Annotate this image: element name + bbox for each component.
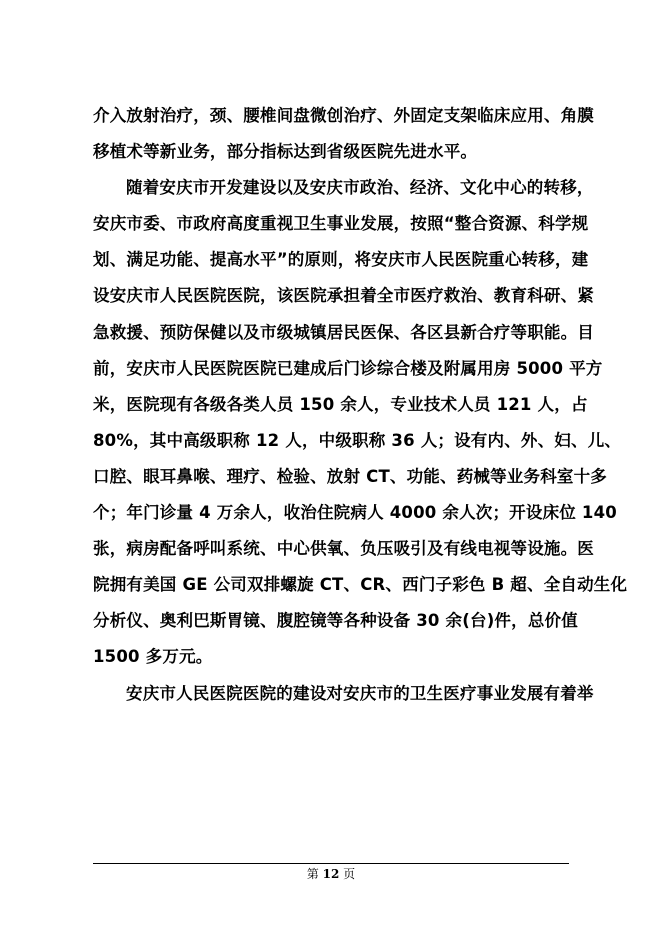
page-label-suffix: 页: [343, 867, 356, 881]
paragraph-start-line: 随着安庆市开发建设以及安庆市政治、经济、文化中心的转移，: [126, 178, 594, 198]
text-line: 个；年门诊量 4 万余人，收治住院病人 4000 余人次；开设床位 140: [93, 503, 617, 523]
paragraph-start-line: 安庆市人民医院医院的建设对安庆市的卫生医疗事业发展有着举: [126, 683, 594, 703]
page-number: 12: [322, 867, 340, 881]
text-line: 口腔、眼耳鼻喉、理疗、检验、放射 CT、功能、药械等业务科室十多: [93, 466, 608, 486]
text-line: 院拥有美国 GE 公司双排螺旋 CT、CR、西门子彩色 B 超、全自动生化: [93, 575, 628, 595]
text-line: 前，安庆市人民医院医院已建成后门诊综合楼及附属用房 5000 平方: [93, 358, 603, 378]
footer-divider: [93, 863, 569, 864]
text-line: 急救援、预防保健以及市级城镇居民医保、各区县新合疗等职能。目: [93, 322, 594, 342]
page-label-prefix: 第: [306, 867, 319, 881]
text-line: 张，病房配备呼叫系统、中心供氧、负压吸引及有线电视等设施。医: [93, 539, 594, 559]
text-line: 米，医院现有各级各类人员 150 余人，专业技术人员 121 人，占: [93, 394, 588, 414]
text-line: 1500 多万元。: [93, 647, 213, 667]
page-footer: [0, 866, 662, 882]
text-line: 移植术等新业务，部分指标达到省级医院先进水平。: [93, 142, 478, 162]
text-line: 划、满足功能、提高水平”的原则，将安庆市人民医院重心转移，建: [93, 250, 589, 270]
text-line: 介入放射治疗，颈、腰椎间盘微创治疗、外固定支架临床应用、角膜: [93, 106, 594, 125]
body-text: [93, 98, 628, 712]
text-line: 安庆市委、市政府高度重视卫生事业发展，按照“整合资源、科学规: [93, 214, 589, 234]
text-line: 设安庆市人民医院医院，该医院承担着全市医疗救治、教育科研、紧: [93, 286, 594, 306]
text-line: 80%，其中高级职称 12 人，中级职称 36 人；设有内、外、妇、儿、: [93, 430, 622, 450]
text-line: 分析仪、奥利巴斯胃镜、腹腔镜等各种设备 30 余(台)件，总价值: [93, 611, 578, 631]
